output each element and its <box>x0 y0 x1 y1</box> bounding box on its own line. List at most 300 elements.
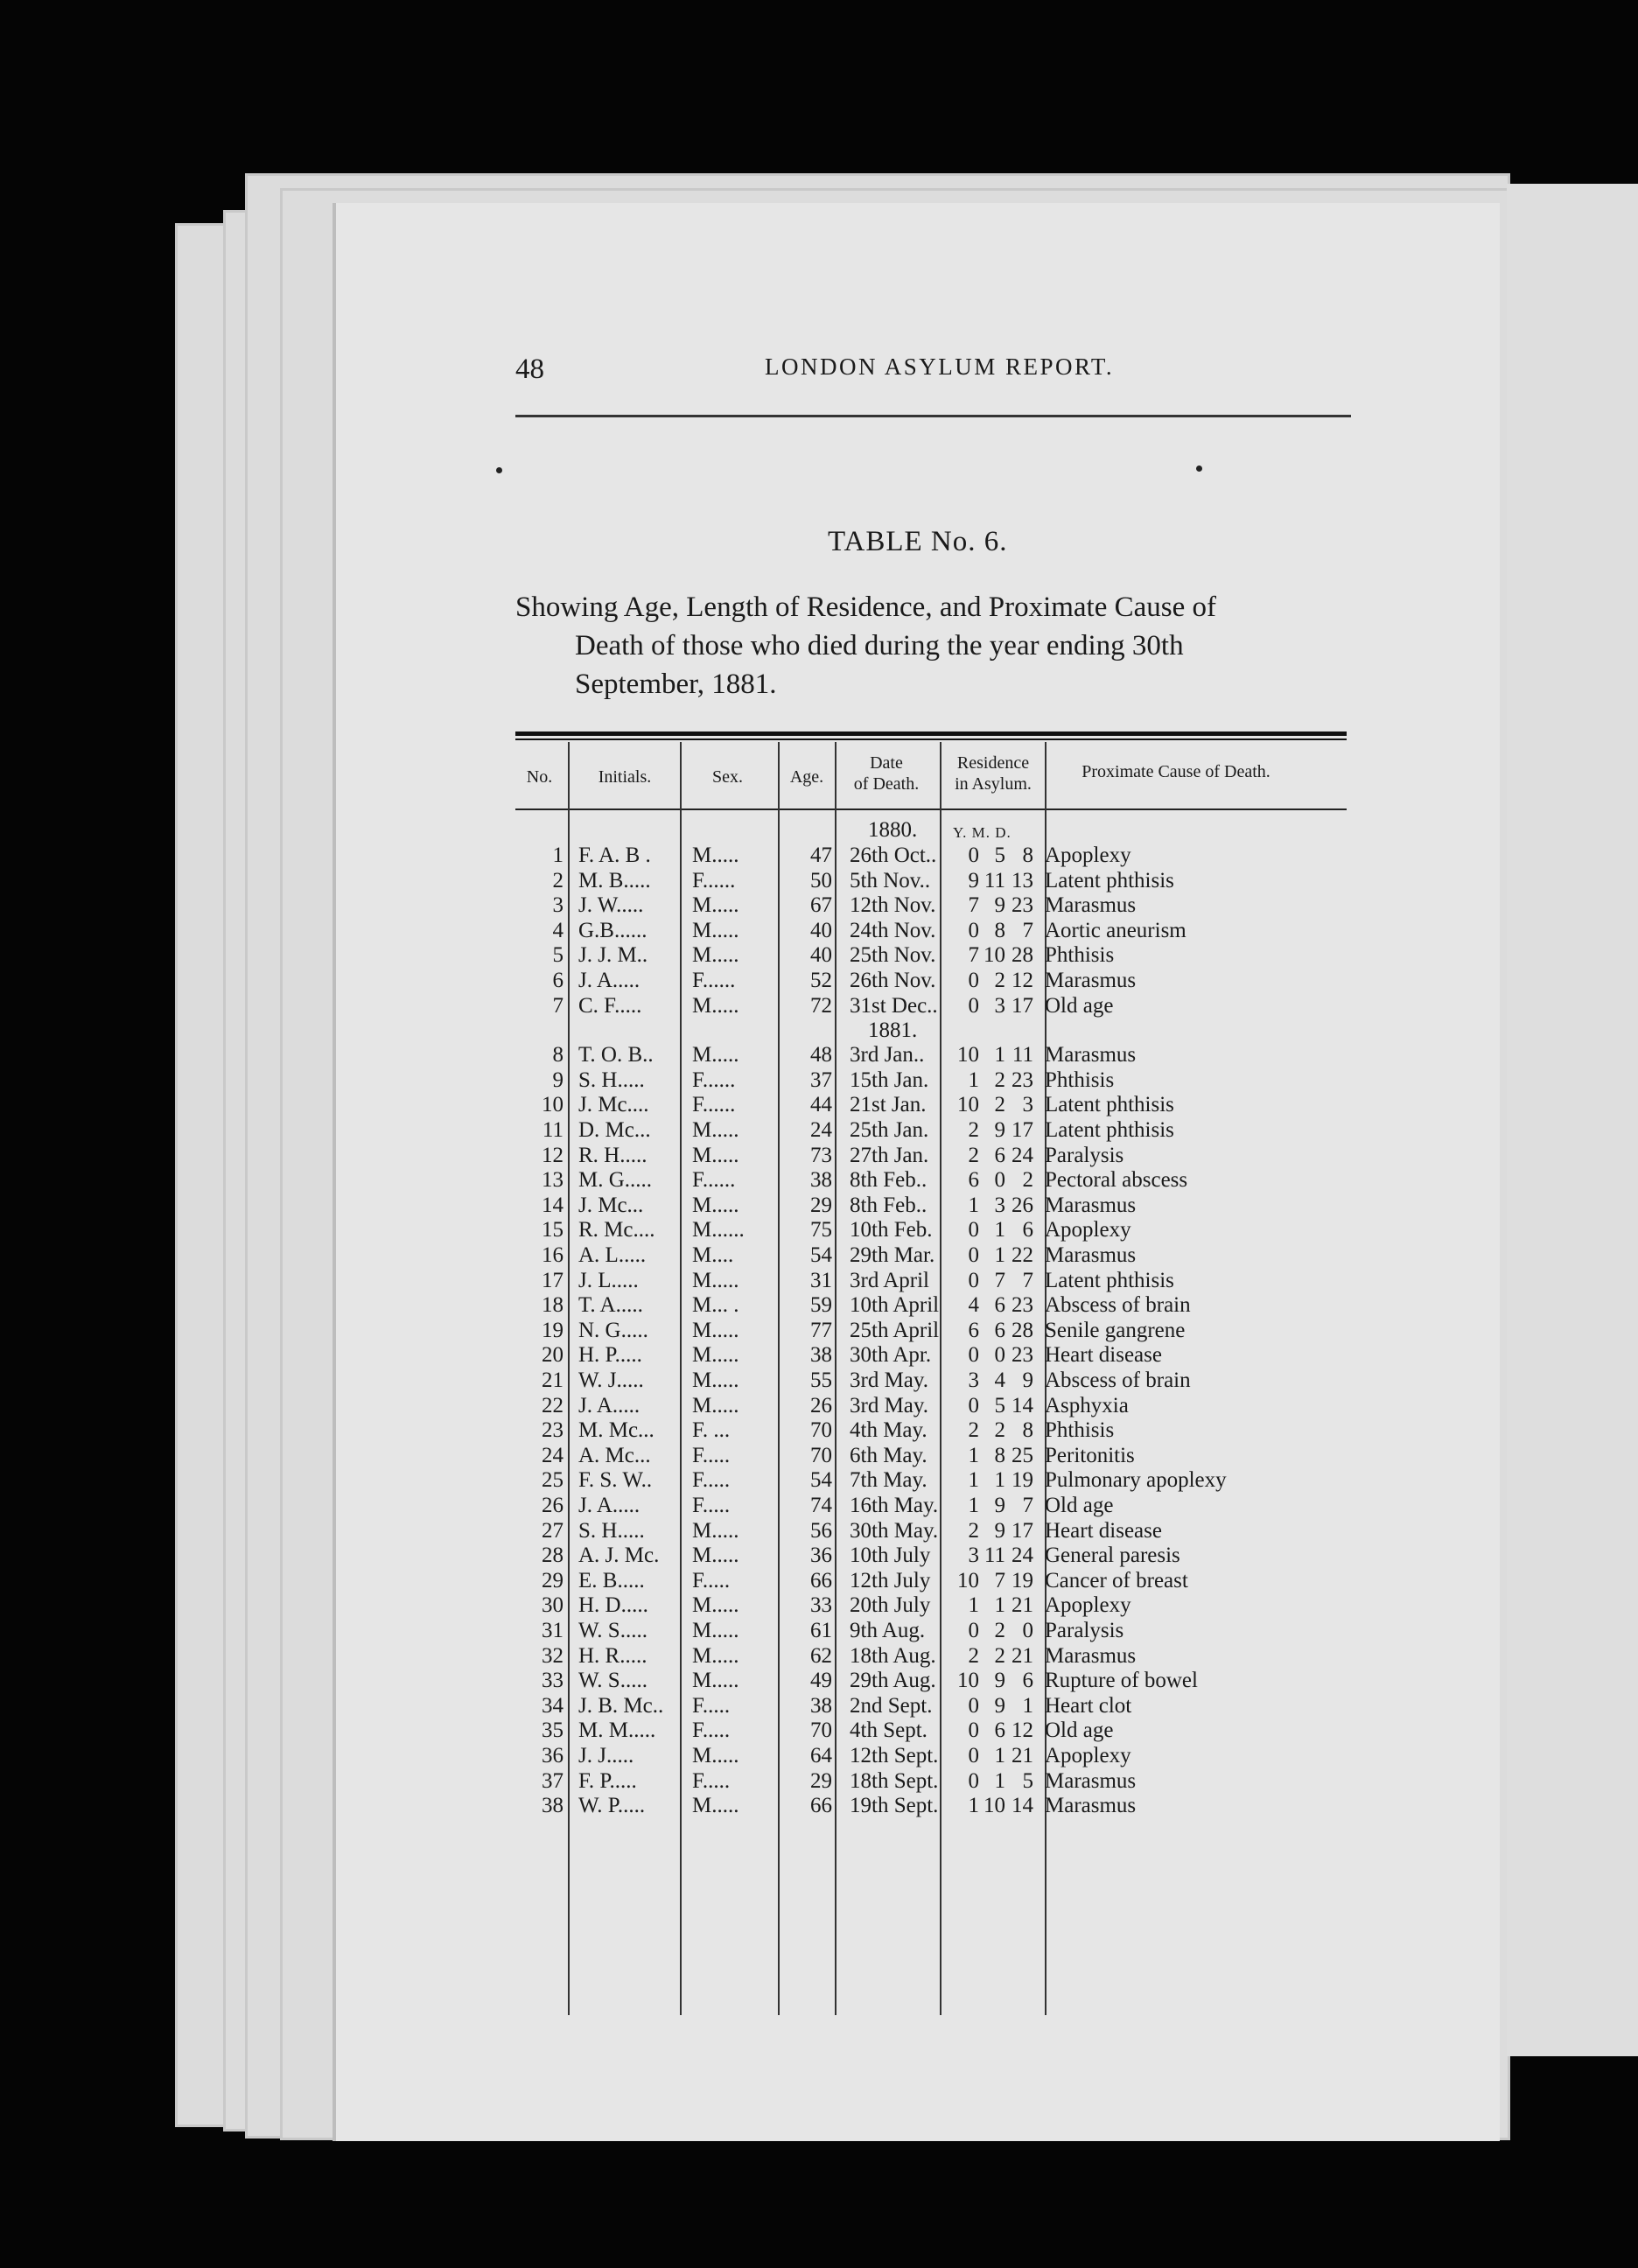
cell-m: 5 <box>994 1393 1005 1418</box>
cell-sex: F...... <box>692 868 736 892</box>
cell-cause: Marasmus <box>1045 1643 1137 1668</box>
header-date <box>835 752 938 794</box>
cell-age: 52 <box>810 969 832 992</box>
cell-age: 31 <box>810 1268 832 1292</box>
cell-d: 24 <box>1012 1544 1033 1568</box>
cell-age: 40 <box>810 918 832 942</box>
cell-date: 10th April <box>850 1293 940 1318</box>
cell-y: 0 <box>968 918 979 942</box>
cell-sex: M..... <box>692 893 739 918</box>
table-row <box>515 1394 1347 1418</box>
cell-initials: J. L..... <box>578 1268 639 1292</box>
cell-cause: Heart disease <box>1045 1518 1162 1543</box>
table-row <box>515 1468 1347 1493</box>
ymd-header: Y. M. D. <box>953 824 1012 841</box>
cell-initials: T. A..... <box>578 1293 643 1318</box>
table-row <box>515 969 1347 993</box>
cell-no: 30 <box>542 1593 564 1618</box>
cell-m: 9 <box>994 1518 1005 1543</box>
cell-no: 9 <box>552 1068 564 1092</box>
cell-date: 6th May. <box>850 1443 928 1467</box>
cell-date: 25th Nov. <box>850 943 936 968</box>
caption-line-1: Showing Age, Length of Residence, and Proximate Cause of <box>515 592 1217 623</box>
cell-no: 20 <box>542 1343 564 1368</box>
cell-no: 37 <box>542 1768 564 1793</box>
cell-cause: Latent phthisis <box>1045 1093 1174 1117</box>
cell-d: 17 <box>1012 1118 1033 1142</box>
cell-age: 37 <box>810 1068 832 1092</box>
cell-m: 2 <box>994 1093 1005 1117</box>
cell-sex: M..... <box>692 1118 739 1142</box>
cell-y: 0 <box>968 1744 979 1768</box>
cell-d: 7 <box>1022 1494 1033 1517</box>
cell-no: 29 <box>542 1568 564 1592</box>
cell-date: 5th Nov.. <box>850 868 931 892</box>
cell-initials: J. J..... <box>578 1744 634 1768</box>
cell-no: 34 <box>542 1693 564 1718</box>
cell-m: 11 <box>984 1544 1005 1568</box>
cell-no: 4 <box>552 918 564 942</box>
cell-date: 30th Apr. <box>850 1343 932 1368</box>
cell-m: 3 <box>994 1193 1005 1217</box>
cell-cause: Apoplexy <box>1045 1218 1131 1242</box>
table-caption <box>515 588 1351 704</box>
cell-sex: F. ... <box>692 1418 731 1443</box>
report-page <box>332 203 1500 2141</box>
cell-date: 9th Aug. <box>850 1619 926 1642</box>
cell-sex: M..... <box>692 1544 739 1568</box>
cell-sex: M..... <box>692 1368 739 1392</box>
cell-age: 29 <box>810 1193 832 1217</box>
cell-sex: F...... <box>692 969 736 992</box>
cell-d: 21 <box>1012 1593 1033 1618</box>
cell-d: 23 <box>1012 893 1033 918</box>
cell-cause: Old age <box>1045 1718 1114 1743</box>
cell-date: 19th Sept. <box>850 1794 939 1818</box>
cell-no: 27 <box>542 1518 564 1543</box>
cell-age: 70 <box>810 1418 832 1443</box>
cell-d: 19 <box>1012 1568 1033 1592</box>
cell-initials: F. P..... <box>578 1768 637 1793</box>
cell-y: 2 <box>968 1518 979 1543</box>
cell-cause: Paralysis <box>1045 1619 1124 1642</box>
cell-m: 4 <box>994 1368 1005 1392</box>
cell-age: 48 <box>810 1043 832 1068</box>
cell-d: 21 <box>1012 1643 1033 1668</box>
cell-no: 33 <box>542 1669 564 1693</box>
cell-cause: Marasmus <box>1045 893 1137 918</box>
table-row <box>515 1494 1347 1518</box>
cell-date: 3rd Jan.. <box>850 1043 925 1068</box>
cell-cause: Latent phthisis <box>1045 1268 1174 1292</box>
cell-m: 9 <box>994 1494 1005 1517</box>
table-row <box>515 1368 1347 1393</box>
cell-initials: W. S..... <box>578 1619 648 1642</box>
table-row <box>515 1269 1347 1293</box>
cell-y: 1 <box>968 1193 979 1217</box>
cell-cause: Marasmus <box>1045 1794 1137 1818</box>
cell-initials: A. J. Mc. <box>578 1544 660 1568</box>
cell-sex: M..... <box>692 1143 739 1167</box>
cell-m: 1 <box>994 1593 1005 1618</box>
cell-cause: Marasmus <box>1045 969 1137 992</box>
table-row <box>515 1619 1347 1643</box>
cell-date: 29th Mar. <box>850 1243 935 1267</box>
cell-initials: J. A..... <box>578 969 640 992</box>
cell-m: 7 <box>994 1568 1005 1592</box>
cell-no: 15 <box>542 1218 564 1242</box>
header-res-l1: Residence <box>956 753 1030 773</box>
cell-y: 7 <box>968 943 979 968</box>
year-1880: 1880. <box>868 818 918 842</box>
cell-cause: Latent phthisis <box>1045 1118 1174 1142</box>
cell-d: 8 <box>1022 844 1033 867</box>
cell-m: 2 <box>994 1643 1005 1668</box>
cell-sex: M..... <box>692 1669 739 1693</box>
table-row <box>515 1744 1347 1768</box>
cell-y: 0 <box>968 1393 979 1418</box>
cell-age: 56 <box>810 1518 832 1543</box>
cell-sex: M..... <box>692 1619 739 1642</box>
cell-cause: Old age <box>1045 993 1114 1018</box>
cell-initials: J. Mc.... <box>578 1093 649 1117</box>
table-row <box>515 919 1347 943</box>
cell-sex: M..... <box>692 1744 739 1768</box>
cell-no: 38 <box>542 1794 564 1818</box>
table-row <box>515 844 1347 868</box>
cell-age: 33 <box>810 1593 832 1618</box>
cell-m: 1 <box>994 1218 1005 1242</box>
cell-d: 14 <box>1012 1794 1033 1818</box>
cell-no: 5 <box>552 943 564 968</box>
table-row <box>515 943 1347 968</box>
cell-cause: Senile gangrene <box>1045 1318 1186 1342</box>
cell-y: 0 <box>968 993 979 1018</box>
cell-y: 0 <box>968 1243 979 1267</box>
cell-d: 8 <box>1022 1418 1033 1443</box>
cell-d: 13 <box>1012 868 1033 892</box>
cell-date: 12th Sept. <box>850 1744 939 1768</box>
cell-m: 1 <box>994 1768 1005 1793</box>
cell-cause: Marasmus <box>1045 1043 1137 1068</box>
cell-sex: F..... <box>692 1443 731 1467</box>
cell-m: 0 <box>994 1168 1005 1193</box>
table-row <box>515 1319 1347 1343</box>
cell-no: 13 <box>542 1168 564 1193</box>
cell-d: 24 <box>1012 1143 1033 1167</box>
cell-age: 50 <box>810 868 832 892</box>
table-row <box>515 1593 1347 1618</box>
cell-d: 23 <box>1012 1343 1033 1368</box>
cell-d: 12 <box>1012 1718 1033 1743</box>
cell-age: 49 <box>810 1669 832 1693</box>
cell-no: 7 <box>552 993 564 1018</box>
cell-m: 9 <box>994 1118 1005 1142</box>
cell-y: 0 <box>968 1693 979 1718</box>
cell-y: 1 <box>968 1068 979 1092</box>
cell-no: 22 <box>542 1393 564 1418</box>
table-row <box>515 893 1347 918</box>
running-title: LONDON ASYLUM REPORT. <box>765 354 1115 380</box>
page-number: 48 <box>515 354 544 385</box>
table-row <box>515 1669 1347 1693</box>
cell-d: 26 <box>1012 1193 1033 1217</box>
cell-cause: Paralysis <box>1045 1143 1124 1167</box>
header-date-l1: Date <box>870 753 903 773</box>
cell-age: 40 <box>810 943 832 968</box>
ink-speck <box>496 467 502 473</box>
year-1881: 1881. <box>868 1018 918 1043</box>
cell-date: 24th Nov. <box>850 918 936 942</box>
cell-initials: R. Mc.... <box>578 1218 655 1242</box>
cell-sex: M..... <box>692 943 739 968</box>
cell-no: 25 <box>542 1468 564 1493</box>
cell-no: 32 <box>542 1643 564 1668</box>
header-residence <box>942 752 1045 794</box>
cell-initials: R. H..... <box>578 1143 648 1167</box>
cell-sex: M...... <box>692 1218 745 1242</box>
cell-cause: Apoplexy <box>1045 1593 1131 1618</box>
cell-date: 3rd April <box>850 1268 929 1292</box>
cell-date: 21st Jan. <box>850 1093 927 1117</box>
cell-age: 36 <box>810 1544 832 1568</box>
cell-initials: J. J. M.. <box>578 943 648 968</box>
table-row <box>515 1243 1347 1268</box>
cell-y: 0 <box>968 1218 979 1242</box>
cell-m: 3 <box>994 993 1005 1018</box>
cell-no: 17 <box>542 1268 564 1292</box>
cell-no: 24 <box>542 1443 564 1467</box>
table-row <box>515 1194 1347 1218</box>
cell-cause: Heart disease <box>1045 1343 1162 1368</box>
cell-date: 29th Aug. <box>850 1669 936 1693</box>
cell-age: 62 <box>810 1643 832 1668</box>
cell-d: 17 <box>1012 993 1033 1018</box>
cell-y: 0 <box>968 1718 979 1743</box>
table-top-rule <box>515 732 1347 736</box>
cell-m: 1 <box>994 1744 1005 1768</box>
cell-sex: F...... <box>692 1168 736 1193</box>
cell-cause: Marasmus <box>1045 1243 1137 1267</box>
cell-d: 2 <box>1022 1168 1033 1193</box>
cell-date: 2nd Sept. <box>850 1693 933 1718</box>
cell-age: 66 <box>810 1794 832 1818</box>
cell-y: 9 <box>968 868 979 892</box>
cell-age: 75 <box>810 1218 832 1242</box>
cell-m: 1 <box>994 1043 1005 1068</box>
cell-age: 70 <box>810 1443 832 1467</box>
cell-m: 2 <box>994 969 1005 992</box>
cell-no: 35 <box>542 1718 564 1743</box>
cell-y: 10 <box>957 1568 979 1592</box>
cell-date: 20th July <box>850 1593 931 1618</box>
cell-cause: Cancer of breast <box>1045 1568 1188 1592</box>
cell-date: 18th Sept. <box>850 1768 939 1793</box>
cell-d: 6 <box>1022 1669 1033 1693</box>
cell-cause: Old age <box>1045 1494 1114 1517</box>
cell-initials: D. Mc... <box>578 1118 651 1142</box>
cell-sex: M..... <box>692 1393 739 1418</box>
cell-age: 67 <box>810 893 832 918</box>
cell-y: 3 <box>968 1368 979 1392</box>
cell-no: 14 <box>542 1193 564 1217</box>
cell-age: 54 <box>810 1468 832 1493</box>
cell-date: 12th July <box>850 1568 931 1592</box>
header-cause: Proximate Cause of Death. <box>1082 762 1270 781</box>
cell-cause: Aortic aneurism <box>1045 918 1186 942</box>
cell-initials: J. A..... <box>578 1494 640 1517</box>
cell-y: 10 <box>957 1043 979 1068</box>
cell-m: 11 <box>984 868 1005 892</box>
cell-no: 31 <box>542 1619 564 1642</box>
cell-age: 66 <box>810 1568 832 1592</box>
cell-d: 28 <box>1012 1318 1033 1342</box>
cell-initials: S. H..... <box>578 1068 645 1092</box>
table-row <box>515 1068 1347 1093</box>
cell-m: 2 <box>994 1619 1005 1642</box>
cell-cause: Phthisis <box>1045 1068 1115 1092</box>
cell-cause: Pulmonary apoplexy <box>1045 1468 1227 1493</box>
cell-no: 6 <box>552 969 564 992</box>
header-age: Age. <box>789 767 824 787</box>
table-row <box>515 869 1347 893</box>
cell-m: 8 <box>994 1443 1005 1467</box>
cell-y: 2 <box>968 1143 979 1167</box>
cell-cause: Marasmus <box>1045 1193 1137 1217</box>
cell-y: 1 <box>968 1443 979 1467</box>
cell-d: 12 <box>1012 969 1033 992</box>
cell-sex: M..... <box>692 844 739 867</box>
cell-sex: M..... <box>692 1518 739 1543</box>
cell-cause: Heart clot <box>1045 1693 1132 1718</box>
cell-y: 2 <box>968 1118 979 1142</box>
cell-sex: M..... <box>692 1043 739 1068</box>
cell-date: 25th April <box>850 1318 940 1342</box>
cell-y: 1 <box>968 1593 979 1618</box>
cell-m: 9 <box>994 1693 1005 1718</box>
cell-date: 26th Nov. <box>850 969 936 992</box>
cell-d: 17 <box>1012 1518 1033 1543</box>
cell-cause: Asphyxia <box>1045 1393 1129 1418</box>
cell-cause: General paresis <box>1045 1544 1180 1568</box>
cell-m: 5 <box>994 844 1005 867</box>
cell-m: 6 <box>994 1143 1005 1167</box>
cell-no: 3 <box>552 893 564 918</box>
table-row <box>515 994 1347 1018</box>
cell-m: 6 <box>994 1718 1005 1743</box>
cell-initials: J. W..... <box>578 893 644 918</box>
cell-initials: T. O. B.. <box>578 1043 654 1068</box>
cell-d: 3 <box>1022 1093 1033 1117</box>
cell-initials: M. M..... <box>578 1718 656 1743</box>
cell-cause: Apoplexy <box>1045 844 1131 867</box>
cell-initials: S. H..... <box>578 1518 645 1543</box>
cell-y: 0 <box>968 1768 979 1793</box>
cell-d: 7 <box>1022 918 1033 942</box>
cell-d: 23 <box>1012 1068 1033 1092</box>
header-sex: Sex. <box>712 767 743 787</box>
cell-y: 1 <box>968 1468 979 1493</box>
cell-m: 2 <box>994 1418 1005 1443</box>
cell-m: 6 <box>994 1318 1005 1342</box>
cell-m: 1 <box>994 1468 1005 1493</box>
cell-cause: Phthisis <box>1045 943 1115 968</box>
cell-date: 12th Nov. <box>850 893 936 918</box>
cell-age: 54 <box>810 1243 832 1267</box>
cell-age: 38 <box>810 1343 832 1368</box>
table-row <box>515 1144 1347 1168</box>
table-row <box>515 1043 1347 1068</box>
cell-sex: F..... <box>692 1494 731 1517</box>
cell-y: 0 <box>968 1343 979 1368</box>
cell-sex: M... . <box>692 1293 739 1318</box>
cell-no: 16 <box>542 1243 564 1267</box>
cell-date: 27th Jan. <box>850 1143 929 1167</box>
cell-y: 1 <box>968 1794 979 1818</box>
cell-date: 18th Aug. <box>850 1643 936 1668</box>
cell-cause: Latent phthisis <box>1045 868 1174 892</box>
cell-no: 8 <box>552 1043 564 1068</box>
page-header <box>515 354 1638 388</box>
cell-cause: Abscess of brain <box>1045 1293 1191 1318</box>
cell-d: 0 <box>1022 1619 1033 1642</box>
cell-date: 31st Dec.. <box>850 993 938 1018</box>
cell-initials: H. D..... <box>578 1593 648 1618</box>
cell-initials: H. R..... <box>578 1643 648 1668</box>
table-row <box>515 1519 1347 1544</box>
cell-initials: W. S..... <box>578 1669 648 1693</box>
cell-no: 36 <box>542 1744 564 1768</box>
cell-d: 25 <box>1012 1443 1033 1467</box>
cell-sex: M..... <box>692 1268 739 1292</box>
cell-sex: M..... <box>692 1193 739 1217</box>
header-bottom-rule <box>515 808 1347 810</box>
cell-sex: F..... <box>692 1718 731 1743</box>
cell-d: 5 <box>1022 1768 1033 1793</box>
cell-initials: M. G..... <box>578 1168 653 1193</box>
cell-age: 72 <box>810 993 832 1018</box>
cell-cause: Marasmus <box>1045 1768 1137 1793</box>
cell-d: 1 <box>1022 1693 1033 1718</box>
cell-d: 28 <box>1012 943 1033 968</box>
header-rule <box>515 415 1351 417</box>
cell-age: 61 <box>810 1619 832 1642</box>
cell-initials: C. F..... <box>578 993 642 1018</box>
cell-no: 10 <box>542 1093 564 1117</box>
cell-initials: J. A..... <box>578 1393 640 1418</box>
cell-initials: F. S. W.. <box>578 1468 653 1493</box>
cell-d: 21 <box>1012 1744 1033 1768</box>
table-top-rule-thin <box>515 738 1347 740</box>
cell-no: 2 <box>552 868 564 892</box>
cell-y: 4 <box>968 1293 979 1318</box>
cell-age: 38 <box>810 1693 832 1718</box>
cell-date: 8th Feb.. <box>850 1193 928 1217</box>
cell-m: 7 <box>994 1268 1005 1292</box>
cell-y: 7 <box>968 893 979 918</box>
cell-y: 0 <box>968 1268 979 1292</box>
cell-age: 26 <box>810 1393 832 1418</box>
cell-sex: M..... <box>692 1343 739 1368</box>
ink-speck <box>1196 466 1202 472</box>
cell-cause: Pectoral abscess <box>1045 1168 1188 1193</box>
cell-cause: Peritonitis <box>1045 1443 1135 1467</box>
header-date-l2: of Death. <box>853 774 920 794</box>
cell-initials: H. P..... <box>578 1343 642 1368</box>
cell-initials: W. P..... <box>578 1794 646 1818</box>
cell-date: 26th Oct.. <box>850 844 937 867</box>
cell-sex: M..... <box>692 1643 739 1668</box>
